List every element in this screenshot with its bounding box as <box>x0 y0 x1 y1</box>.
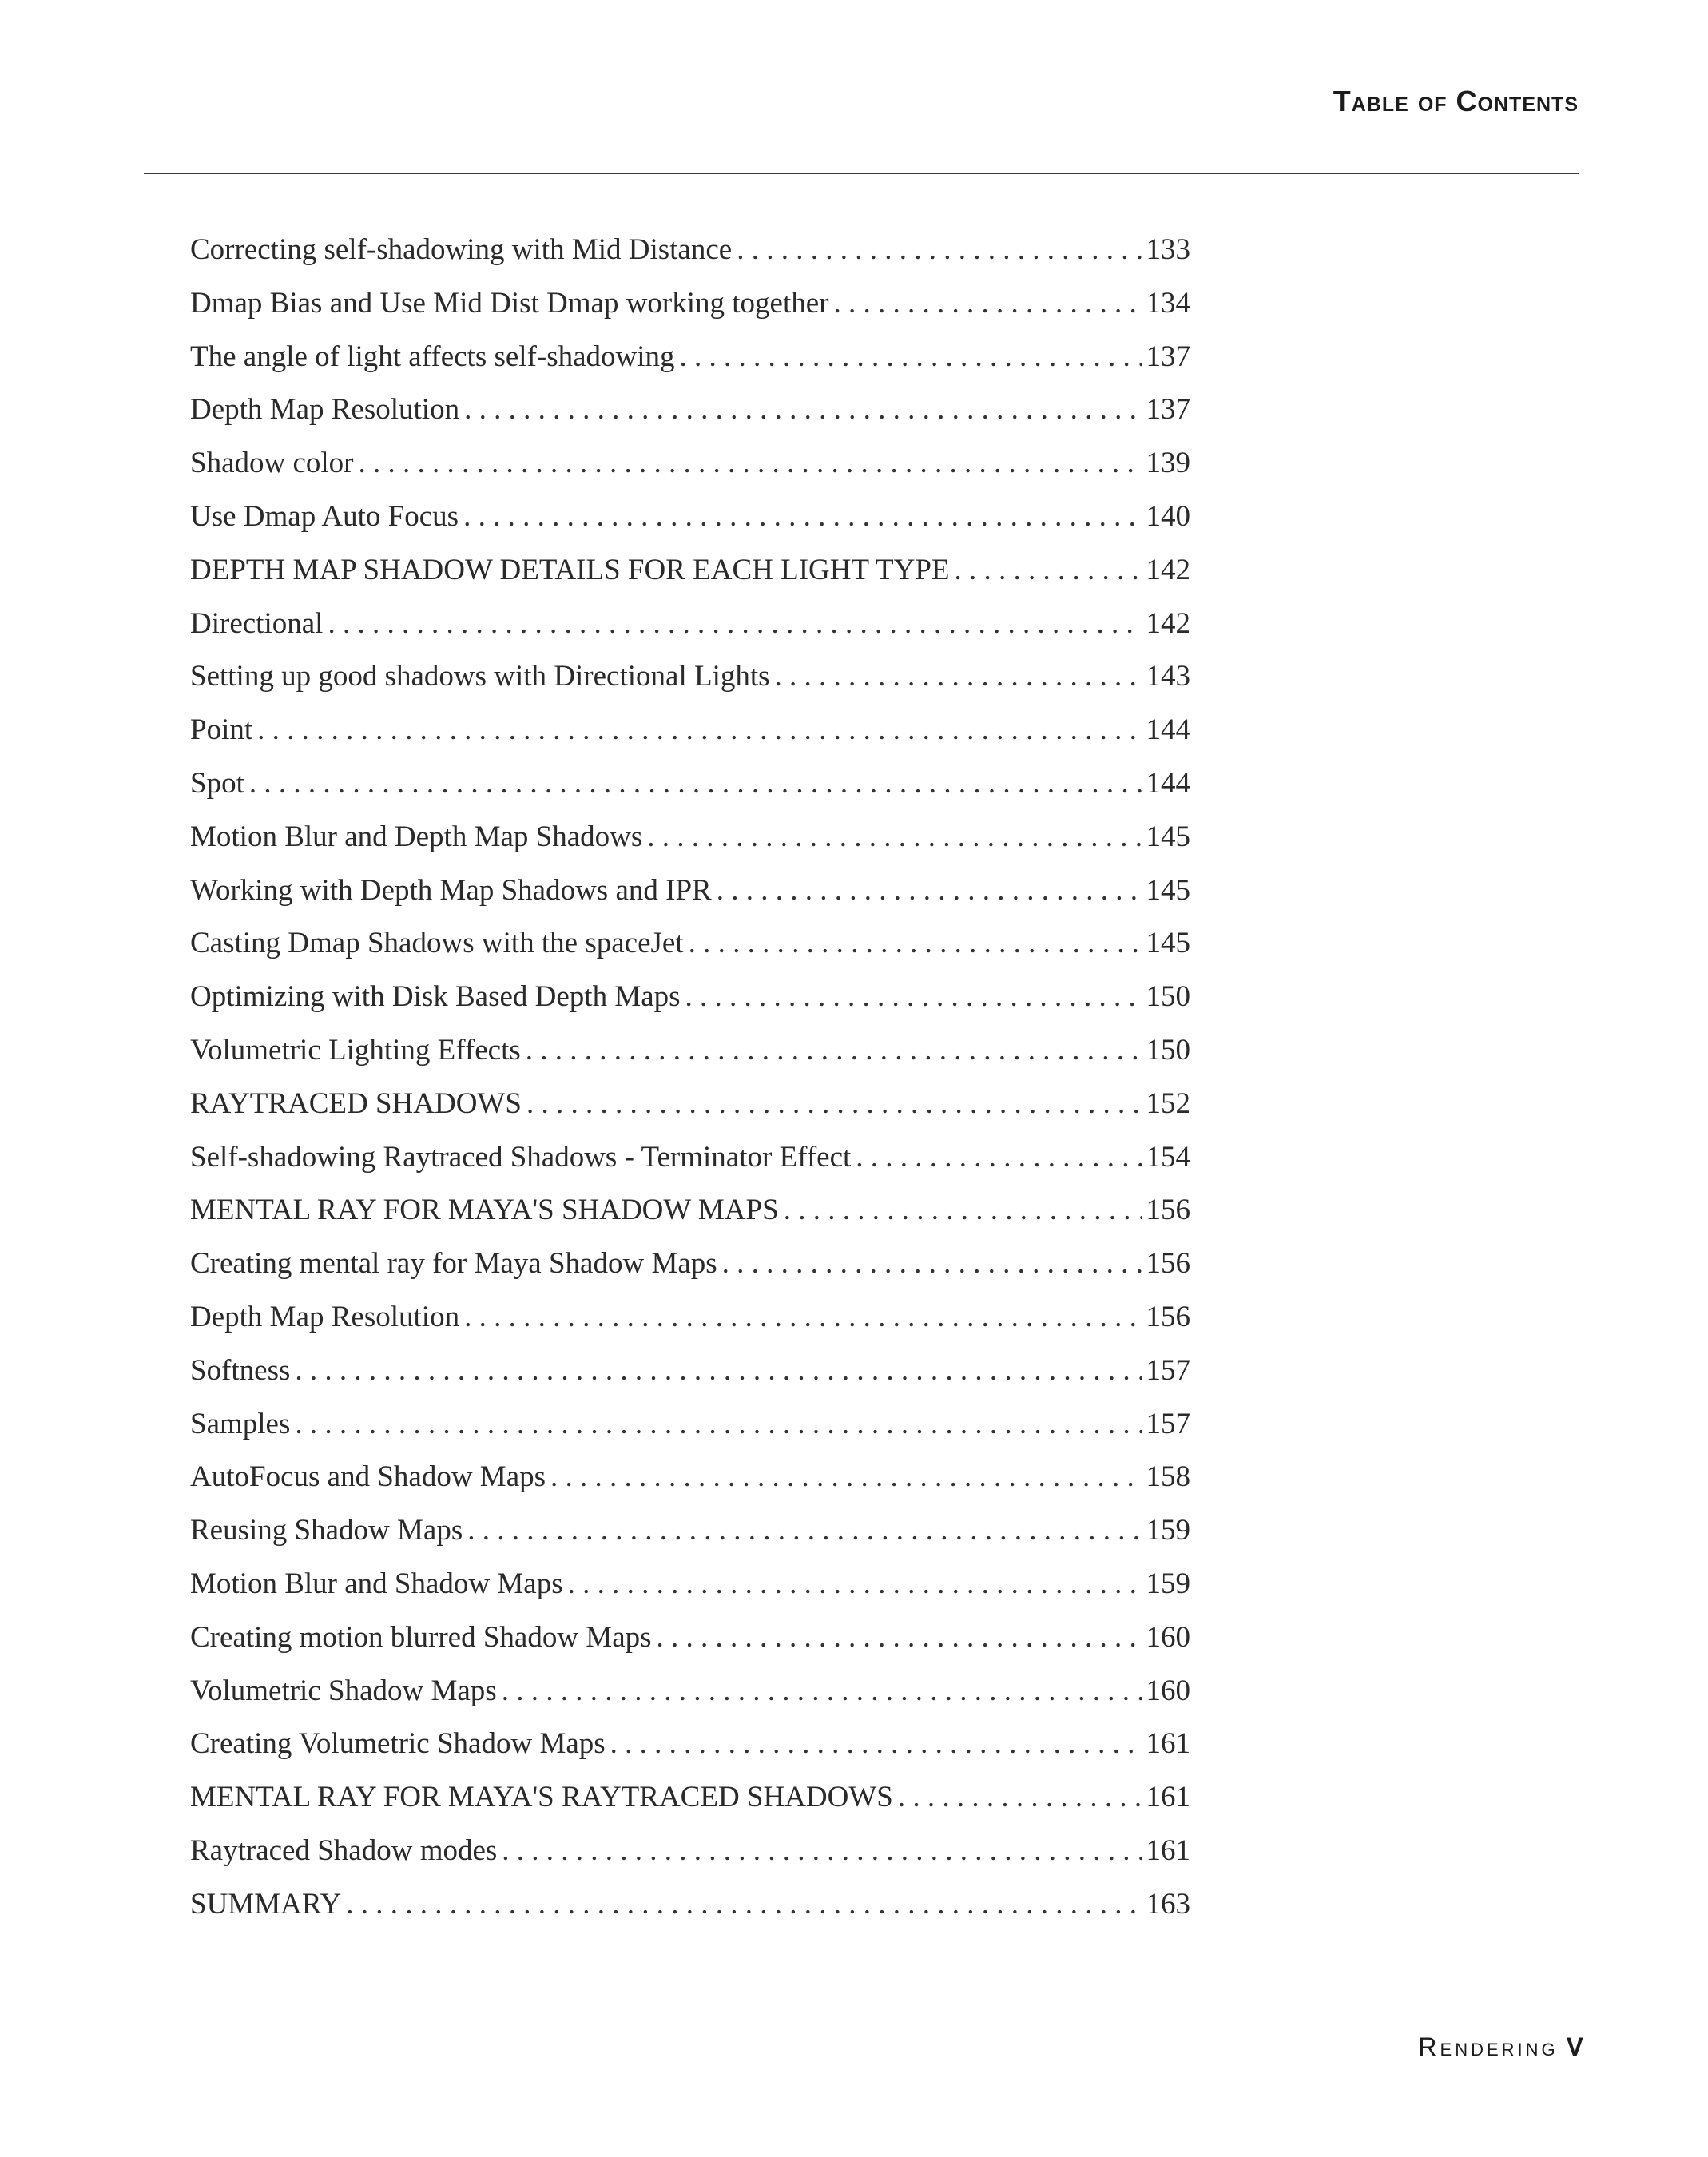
toc-dot-leader <box>550 1453 1141 1501</box>
toc-entry-page-number: 142 <box>1146 606 1190 640</box>
toc-dot-leader <box>856 1134 1141 1182</box>
toc-entry-title: Use Dmap Auto Focus <box>190 499 459 533</box>
toc-entry-page-number: 145 <box>1146 873 1190 907</box>
toc-entry-title: Optimizing with Disk Based Depth Maps <box>190 980 681 1014</box>
toc-dot-leader <box>955 546 1142 594</box>
toc-entry-page-number: 159 <box>1146 1514 1190 1547</box>
toc-entry-title: Directional <box>190 606 324 640</box>
toc-entry-title: Depth Map Resolution <box>190 393 460 427</box>
toc-entry-page-number: 157 <box>1146 1353 1190 1387</box>
toc-dot-leader <box>502 1667 1142 1715</box>
toc-entry-page-number: 134 <box>1146 286 1190 320</box>
toc-entry-page-number: 142 <box>1146 553 1190 586</box>
toc-entry-title: Softness <box>190 1353 291 1387</box>
toc-dot-leader <box>647 813 1141 861</box>
toc-dot-leader <box>249 760 1142 808</box>
toc-dot-leader <box>657 1614 1142 1662</box>
toc-entry-title: The angle of light affects self-shadowing <box>190 340 675 373</box>
toc-entry <box>190 1400 1190 1454</box>
toc-entry-title: Self-shadowing Raytraced Shadows - Terminator Effect <box>190 1140 852 1174</box>
toc-dot-leader <box>685 973 1142 1021</box>
toc-entry <box>190 1293 1190 1347</box>
toc-entry-title: Spot <box>190 766 244 800</box>
toc-entry <box>190 760 1190 813</box>
toc-entry-page-number: 145 <box>1146 820 1190 853</box>
toc-entry-page-number: 143 <box>1146 660 1190 693</box>
toc-entry-page-number: 140 <box>1146 499 1190 533</box>
toc-entry <box>190 1080 1190 1134</box>
toc-entry-page-number: 161 <box>1146 1833 1190 1867</box>
toc-entry-page-number: 152 <box>1146 1086 1190 1120</box>
toc-entry-page-number: 150 <box>1146 980 1190 1014</box>
toc-entry <box>190 1827 1190 1881</box>
toc-dot-leader <box>257 706 1141 754</box>
toc-entry <box>190 706 1190 760</box>
toc-entry-title: Creating Volumetric Shadow Maps <box>190 1727 606 1761</box>
toc-entry-page-number: 144 <box>1146 713 1190 747</box>
toc-entry-title: Motion Blur and Depth Map Shadows <box>190 820 643 853</box>
toc-entry-page-number: 156 <box>1146 1247 1190 1281</box>
toc-dot-leader <box>784 1186 1142 1234</box>
toc-entry-title: Shadow color <box>190 447 354 480</box>
footer-section-name: Rendering <box>1418 2032 1559 2061</box>
toc-entry <box>190 1560 1190 1614</box>
toc-entry-title: Casting Dmap Shadows with the spaceJet <box>190 927 684 960</box>
toc-dot-leader <box>295 1400 1141 1448</box>
toc-dot-leader <box>467 1507 1141 1555</box>
toc-dot-leader <box>346 1881 1141 1929</box>
toc-entry-title: Volumetric Shadow Maps <box>190 1674 497 1707</box>
toc-entry-page-number: 156 <box>1146 1300 1190 1333</box>
toc-entry <box>190 439 1190 493</box>
toc-entry-page-number: 133 <box>1146 233 1190 266</box>
toc-entry <box>190 1667 1190 1721</box>
toc-entry-title: RAYTRACED SHADOWS <box>190 1086 522 1120</box>
toc-entry-title: Point <box>190 713 253 747</box>
toc-dot-leader <box>526 1080 1142 1128</box>
toc-entry <box>190 333 1190 387</box>
toc-entry-title: SUMMARY <box>190 1887 342 1921</box>
toc-entry <box>190 1134 1190 1187</box>
toc-entry <box>190 226 1190 280</box>
toc-entry <box>190 920 1190 973</box>
toc-entry <box>190 386 1190 439</box>
toc-entry <box>190 600 1190 653</box>
toc-dot-leader <box>717 867 1142 915</box>
toc-entry-page-number: 154 <box>1146 1140 1190 1174</box>
toc-entry <box>190 1186 1190 1240</box>
toc-entry-page-number: 139 <box>1146 447 1190 480</box>
toc-entry <box>190 1614 1190 1667</box>
toc-dot-leader <box>722 1240 1142 1288</box>
toc-entry <box>190 813 1190 867</box>
toc-entry-title: Raytraced Shadow modes <box>190 1833 498 1867</box>
toc-entry <box>190 973 1190 1027</box>
toc-entry <box>190 280 1190 333</box>
toc-entry <box>190 546 1190 600</box>
toc-entry-title: DEPTH MAP SHADOW DETAILS FOR EACH LIGHT TYPE <box>190 553 950 586</box>
toc-dot-leader <box>680 333 1142 381</box>
toc-entry-page-number: 150 <box>1146 1033 1190 1067</box>
table-of-contents-list <box>190 226 1190 1934</box>
toc-entry-title: AutoFocus and Shadow Maps <box>190 1460 546 1494</box>
toc-entry-page-number: 163 <box>1146 1887 1190 1921</box>
toc-entry-page-number: 160 <box>1146 1620 1190 1654</box>
toc-entry-page-number: 145 <box>1146 927 1190 960</box>
toc-entry-title: Dmap Bias and Use Mid Dist Dmap working together <box>190 286 829 320</box>
toc-entry-title: Correcting self-shadowing with Mid Distance <box>190 233 733 266</box>
toc-entry <box>190 867 1190 920</box>
toc-entry-title: Creating mental ray for Maya Shadow Maps <box>190 1247 717 1281</box>
toc-entry <box>190 493 1190 546</box>
toc-dot-leader <box>502 1827 1141 1875</box>
toc-entry-page-number: 157 <box>1146 1407 1190 1440</box>
toc-entry-page-number: 137 <box>1146 393 1190 427</box>
toc-entry <box>190 653 1190 706</box>
toc-dot-leader <box>464 1293 1141 1341</box>
toc-entry <box>190 1507 1190 1560</box>
toc-entry-page-number: 160 <box>1146 1674 1190 1707</box>
toc-entry-title: Creating motion blurred Shadow Maps <box>190 1620 652 1654</box>
footer-page-number: V <box>1566 2032 1583 2061</box>
toc-entry-page-number: 137 <box>1146 340 1190 373</box>
toc-entry-title: Depth Map Resolution <box>190 1300 460 1333</box>
toc-entry <box>190 1453 1190 1507</box>
toc-entry-page-number: 161 <box>1146 1781 1190 1814</box>
toc-entry-title: Volumetric Lighting Effects <box>190 1033 521 1067</box>
toc-entry-title: Working with Depth Map Shadows and IPR <box>190 873 712 907</box>
header-divider <box>144 173 1579 174</box>
toc-entry-title: Samples <box>190 1407 291 1440</box>
toc-entry <box>190 1240 1190 1293</box>
toc-entry <box>190 1027 1190 1080</box>
toc-dot-leader <box>737 226 1141 274</box>
toc-dot-leader <box>775 653 1142 701</box>
toc-dot-leader <box>328 600 1141 648</box>
toc-dot-leader <box>464 386 1141 434</box>
toc-entry-page-number: 158 <box>1146 1460 1190 1494</box>
toc-entry <box>190 1881 1190 1934</box>
running-footer <box>1418 2032 1583 2062</box>
toc-entry-title: MENTAL RAY FOR MAYA'S SHADOW MAPS <box>190 1194 779 1227</box>
toc-dot-leader <box>834 280 1142 328</box>
toc-entry-title: Setting up good shadows with Directional Lights <box>190 660 770 693</box>
toc-dot-leader <box>295 1347 1141 1395</box>
toc-entry-page-number: 144 <box>1146 766 1190 800</box>
toc-entry-title: MENTAL RAY FOR MAYA'S RAYTRACED SHADOWS <box>190 1781 893 1814</box>
toc-entry-page-number: 156 <box>1146 1194 1190 1227</box>
toc-dot-leader <box>568 1560 1142 1608</box>
toc-entry-page-number: 161 <box>1146 1727 1190 1761</box>
toc-dot-leader <box>463 493 1141 541</box>
toc-entry <box>190 1720 1190 1774</box>
running-header-title: Table of Contents <box>1333 85 1579 117</box>
toc-dot-leader <box>689 920 1142 967</box>
toc-dot-leader <box>359 439 1142 487</box>
toc-entry-page-number: 159 <box>1146 1567 1190 1600</box>
toc-entry <box>190 1774 1190 1827</box>
toc-entry-title: Motion Blur and Shadow Maps <box>190 1567 563 1600</box>
toc-dot-leader <box>526 1027 1142 1075</box>
toc-dot-leader <box>610 1720 1142 1768</box>
toc-entry-title: Reusing Shadow Maps <box>190 1514 463 1547</box>
toc-entry <box>190 1347 1190 1400</box>
toc-dot-leader <box>898 1774 1142 1821</box>
